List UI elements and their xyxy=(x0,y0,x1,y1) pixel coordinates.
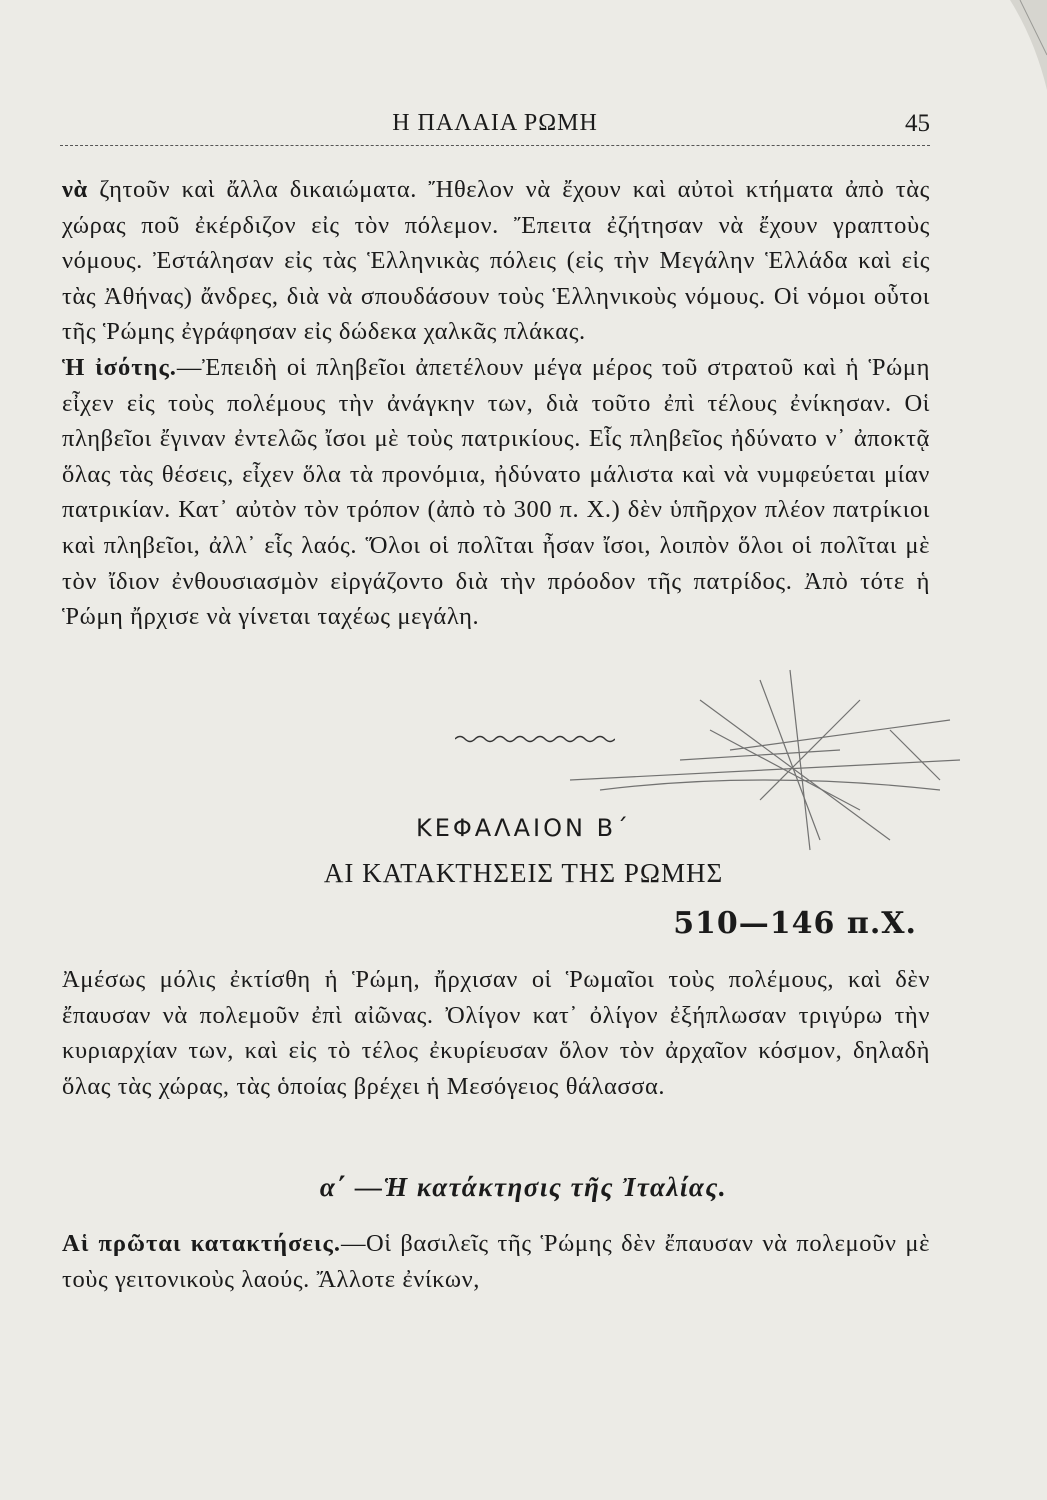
paragraph-conquests-intro: Ἀμέσως μόλις ἐκτίσθη ἡ Ῥώμη, ἤρχισαν οἱ Ῥωμαῖοι τοὺς πολέμους, καὶ δὲν ἔπαυσαν νὰ πολεμοῦν ἐπὶ αἰῶνας. Ὀλίγον κατ᾿ ὀλίγον ἐξήπλωσαν τριγύρω τὴν κυριαρχίαν των, καὶ εἰς τὸ τέλος ἐκυρίευσαν ὅλον τὸν ἀρχαῖον κόσμον, δηλαδὴ ὅλας τὰς χώρας, τὰς ὁποίας βρέχει ἡ Μεσόγειος θάλασσα. xyxy=(62,966,930,1100)
page-number: 45 xyxy=(905,110,930,137)
paragraph-first-conquests xyxy=(62,1226,930,1297)
chapter-title: ΑΙ ΚΑΤΑΚΤΗΣΕΙΣ ΤΗΣ ΡΩΜΗΣ xyxy=(323,858,724,888)
chapter-date-range: 510—146 π.Χ. xyxy=(673,906,917,941)
header-rule xyxy=(60,145,930,146)
running-title: Η ΠΑΛΑΙΑ ΡΩΜΗ xyxy=(392,110,598,136)
page-corner-shadow xyxy=(990,0,1047,90)
paragraph-equal-rights xyxy=(62,172,930,635)
paragraph-2-text: —Ἐπειδὴ οἱ πληβεῖοι ἀπετέλουν μέγα μέρος τοῦ στρατοῦ καὶ ἡ Ῥώμη εἶχεν εἰς τοὺς πολέμους τὴν ἀνάγκην των, διὰ τοῦτο ἐπὶ τέλους ἐνίκησαν. Οἱ πληβεῖοι ἔγιναν ἐντελῶς ἴσοι μὲ τοὺς πατρικίους. Εἷς πληβεῖος ἠδύνατο ν᾿ ἀποκτᾷ ὅλας τὰς θέσεις, εἶχεν ὅλα τὰ προνόμια, ἠδύνατο μάλιστα καὶ νὰ νυμφεύεται μίαν πατρικίαν. Κατ᾿ αὐτὸν τὸν τρόπον (ἀπὸ τὸ 300 π. Χ.) δὲν ὑπῆρχον πλέον πατρίκιοι καὶ πληβεῖοι, ἀλλ᾿ εἷς λαός. Ὅλοι οἱ πολῖται ἦσαν ἴσοι, λοιπὸν ὅλοι οἱ πολῖται μὲ τὸν ἴδιον ἐνθουσιασμὸν εἰργάζοντο διὰ τὴν πρόοδον τῆς πατρίδος. Ἀπὸ τότε ἡ Ῥώμη ἤρχισε νὰ γίνεται ταχέως μεγάλη. xyxy=(62,353,930,631)
paragraph-1-text: ζητοῦν καὶ ἄλλα δικαιώματα. Ἤθελον νὰ ἔχουν καὶ αὐτοὶ κτήματα ἀπὸ τὰς χώρας ποῦ ἐκέρδιζον εἰς τὸν πόλεμον. Ἔπειτα ἐζήτησαν νὰ ἔχουν γραπτοὺς νόμους. Ἐστάλησαν εἰς τὰς Ἑλληνικὰς πόλεις (εἰς τὴν Μεγάλην Ἑλλάδα καὶ εἰς τὰς Ἀθήνας) ἄνδρες, διὰ νὰ σπουδάσουν τοὺς Ἑλληνικοὺς νόμους. Οἱ νόμοι οὗτοι τῆς Ῥώμης ἐγράφησαν εἰς δώδεκα χαλκᾶς πλάκας. xyxy=(62,176,930,346)
paragraph-2-lead: Ἡ ἰσότης. xyxy=(62,353,177,381)
paragraph-1-lead: νὰ xyxy=(62,176,88,203)
section-title: α΄ —Ἡ κατάκτησις τῆς Ἰταλίας. xyxy=(319,1172,728,1202)
chapter-label: ΚΕΦΑΛΑΙΟΝ Β΄ xyxy=(415,814,632,842)
paragraph-4-text: —Οἱ βασιλεῖς τῆς Ῥώμης δὲν ἔπαυσαν νὰ πολεμοῦν μὲ τοὺς γειτονικοὺς λαούς. Ἄλλοτε ἐνίκων, xyxy=(62,1230,930,1293)
running-header xyxy=(60,110,930,144)
paragraph-4-lead: Αἱ πρῶται κατακτήσεις. xyxy=(62,1230,341,1257)
